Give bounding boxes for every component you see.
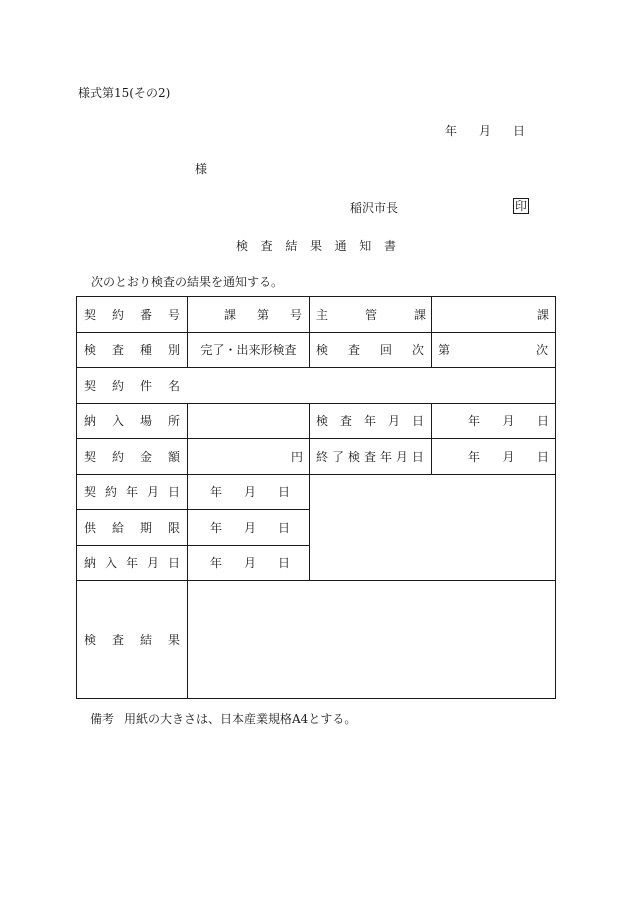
inspection-type-value: 完了・出来形検査 [200, 343, 297, 357]
completion-date-label: 終 了 検 査 年 月 日 [316, 449, 424, 464]
contract-date-value: 年 月 日 [210, 485, 290, 499]
remarks-label: 備考 [90, 712, 115, 726]
dept-suffix: 課 [536, 307, 549, 322]
inspection-form-table [76, 296, 556, 699]
inspection-date-value: 年 月 日 [468, 414, 549, 428]
delivery-date-value: 年 月 日 [210, 556, 290, 570]
inspection-date-label: 検 査 年 月 日 [316, 414, 424, 428]
table-rule [555, 296, 556, 699]
document-title: 検 査 結 果 通 知 書 [236, 239, 396, 253]
date-day: 日 [512, 124, 525, 138]
contract-item-label: 契 約 件 名 [84, 378, 180, 393]
supply-deadline-label: 供 給 期 限 [84, 520, 180, 535]
contract-number-label: 契 約 番 号 [84, 307, 180, 322]
delivery-place-label: 納 入 場 所 [84, 414, 180, 428]
table-rule [76, 698, 556, 699]
issuer-title: 稲沢市長 [350, 201, 399, 215]
date-year: 年 [445, 124, 458, 138]
table-rule [431, 403, 432, 474]
contract-amount-label: 契 約 金 額 [84, 449, 180, 464]
contract-date-label: 契 約 年 月 日 [84, 485, 180, 499]
date-line [445, 122, 525, 139]
intro-text: 次のとおり検査の結果を通知する。 [91, 275, 284, 289]
seal-mark: 印 [515, 199, 528, 213]
inspection-result-label: 検 査 結 果 [84, 632, 180, 647]
form-number: 様式第15(その2) [78, 86, 171, 100]
date-month: 月 [478, 124, 491, 138]
table-rule [309, 296, 310, 367]
table-rule [309, 403, 310, 581]
division-number-label: 課 第 号 [224, 307, 302, 322]
table-rule [76, 296, 77, 699]
completion-date-value: 年 月 日 [468, 449, 549, 464]
remarks [90, 710, 356, 727]
supervising-dept-label: 主 管 課 [316, 307, 426, 322]
yen-unit: 円 [290, 449, 303, 464]
remarks-text: 用紙の大きさは、日本産業規格A4とする。 [124, 712, 357, 726]
delivery-date-label: 納 入 年 月 日 [84, 556, 180, 570]
inspection-count-value: 第 次 [438, 343, 548, 357]
inspection-count-label: 検 査 回 次 [316, 343, 424, 357]
inspection-type-label: 検 査 種 別 [84, 343, 180, 357]
supply-deadline-value: 年 月 日 [210, 520, 290, 535]
addressee-suffix: 様 [195, 162, 208, 176]
